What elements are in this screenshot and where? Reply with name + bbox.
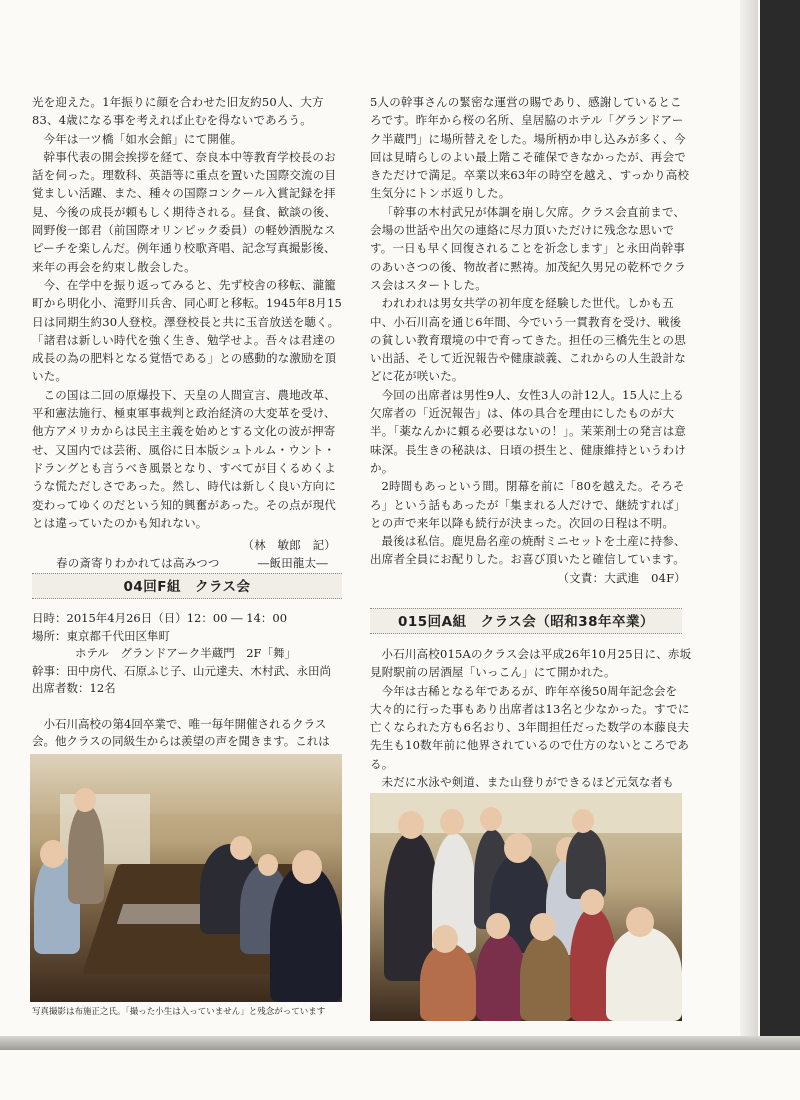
haiku-text: 春の斎寄りわかれては高みつつ	[56, 556, 220, 571]
paragraph: 今回の出席者は男性9人、女性3人の計12人。15人に上る欠席者の「近況報告」は、体の具合を理由にしたものが大半。「薬なんかに頼る必要はないの！」。茉莱剤士の発言は意味深。長生きの秘訣は、日頃の摂生と、健康維持というわけか。	[370, 387, 687, 475]
event-date: 日時：2015年4月26日（日）12：00 ― 14：00	[32, 611, 288, 625]
next-page-strip	[0, 1050, 800, 1100]
paragraph: 幹事代表の開会挨拶を経て、奈良本中等教育学校長のお話を伺った。理数科、英語等に重点を置いた国際交流の目覚ましい活躍、また、種々の国際コンクール入賞記録を拝見、今後の成長が頼もしく期待される。昼食、歓談の後、岡野俊一郎君（前国際オリンピック委員）の軽妙洒脱なスピーチを楽しんだ。例年通り校歌斉唱、記念写真撮影後、来年の再会を約束し散会した。	[32, 149, 337, 274]
author-signature: （文責：大武進 04F）	[557, 570, 686, 585]
paragraph: 未だに水泳や剣道、また山登りができるほど元気な者も	[381, 775, 674, 790]
right-column-article	[370, 93, 692, 587]
page-bottom-edge	[0, 1036, 800, 1050]
author-signature: （林 敏郎 記）	[242, 538, 336, 553]
event-organizers: 幹事：田中房代、石原ふじ子、山元達夫、木村武、永田尚	[32, 663, 331, 678]
paragraph: 2時間もあっという間。閉幕を前に「80を越えた。そろそろ」という話もあったが「集まれる人だけで、継続すれば」との声で来年以降も続行が決まった。次回の日程は不明。	[370, 479, 686, 530]
haiku-author: ―飯田龍太―	[257, 556, 328, 571]
paragraph: 「幹事の木村武兄が体調を崩し欠席。クラス会直前まで、会場の世話や出欠の連絡に尽力頂いただけに残念な思いです。一日も早く回復されることを祈念します」と永田尚幹事のあいさつの後、物故者に黙祷。加茂紀久男兄の乾杯でクラス会はスタートした。	[370, 204, 686, 292]
page-edge	[740, 0, 758, 1040]
paragraph: 最後は私信。鹿児島名産の焼酎ミニセットを土産に持参、出席者全員にお配りした。お喜び頂いたと確信しています。	[370, 534, 686, 567]
paragraph: 5人の幹事さんの緊密な運営の賜であり、感謝しているところです。昨年から桜の名所、皇居脇のホテル「グランドアーク半蔵門」に場所替えをした。場所柄か申し込みが多く、今回は見晴らしのよい最上階こそ確保できなかったが、再会できただけで満足。卒業以来63年の時空を越え、すっかり高校生気分にトンボ返りした。	[370, 95, 690, 201]
paragraph: この国は二回の原爆投下、天皇の人間宣言、農地改革、平和憲法施行、極東軍事裁判と政治経済の大変革を受け、他方アメリカからは民主主義を始めとする文化の波が押寄せ、又国内では芸術、風俗に日本版シュトルム・ウント・ドラングとも言うべき風景となり、すべてが目くるめくような慌ただしさであった。然し、時代は新しく良い方向に変わってゆくのだという知的興奮があった。その点が現代とは違っていたのかも知れない。	[32, 387, 337, 530]
event-place: 場所：東京都千代田区隼町	[32, 628, 170, 643]
haiku	[32, 554, 342, 572]
paragraph: 小石川高校の第4回卒業で、唯一毎年開催されるクラス会。他クラスの同級生からは羨望の声を聞きます。これは	[32, 716, 330, 748]
paragraph: 今、在学中を振り返ってみると、先ず校舎の移転、瀧籠町から明化小、滝野川兵舎、同心町と移転。1945年8月15日は同期生約30人登校。澤登校長と共に玉音放送を聴く。「諸君は新しい時代を強く生き、勉学せよ。吾々は君達の成長の為の肥料となる覚悟である」との感動的な激励を頂いた。	[32, 277, 343, 384]
section-heading-015a: 015回A組 クラス会（昭和38年卒業）	[370, 608, 682, 634]
section-heading-04f: 04回F組 クラス会	[32, 573, 342, 599]
event-hotel: ホテル グランドアーク半蔵門 2F「舞」	[75, 646, 297, 660]
left-column-article	[32, 93, 342, 573]
photo-caption: 写真撮影は布施正之氏。「撮った小生は入っていません」と残念がっています	[32, 1007, 326, 1017]
paragraph: 今年は古稀となる年であるが、昨年卒後50周年記念会を大々的に行った事もあり出席者は13名と少なかった。すでに亡くなられた方も6名おり、3年間担任だった数学の本藤良夫先生も10数年前に他界されているので仕方のないところである。	[370, 683, 690, 771]
paragraph: 光を迎えた。1年振りに顔を合わせた旧友約50人、大方83、4歳になる事を考えれば止むを得ないであろう。	[32, 95, 324, 128]
paragraph: 小石川高校015Aのクラス会は平成26年10月25日に、赤坂見附駅前の居酒屋「いっこん」にて開かれた。	[370, 647, 692, 680]
paragraph: 今年は一ツ橋「如水会館」にて開催。	[43, 131, 243, 146]
event-attendees: 出席者数：12名	[32, 681, 116, 695]
article-015a	[370, 645, 692, 791]
paragraph: われわれは男女共学の初年度を経験した世代。しかも五中、小石川高を通じ6年間、今でいう一貫教育を受け、戦後の貧しい教育環境の中で育ってきた。担任の三橋先生との思い出話、そして近況報告や健康談義、これからの人生設計などに花が咲いた。	[370, 296, 686, 384]
class-reunion-photo-015a	[370, 793, 682, 1021]
event-info	[32, 610, 342, 751]
class-reunion-photo-04f	[30, 754, 342, 1002]
